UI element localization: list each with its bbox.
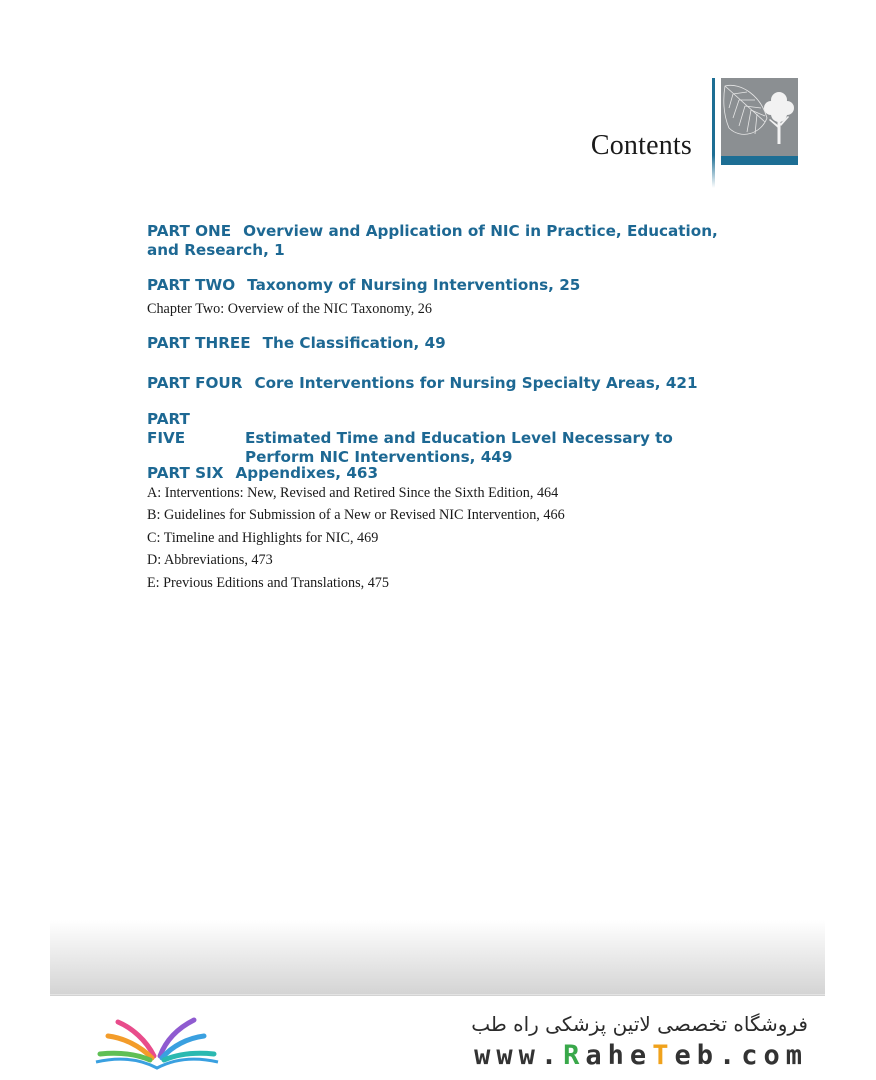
part-label: PART THREE: [147, 334, 251, 352]
site-r: R: [563, 1040, 586, 1071]
footer-divider: [50, 994, 825, 995]
toc-part-two[interactable]: [147, 276, 580, 295]
site-t: T: [652, 1040, 675, 1071]
site-mid: ahe: [585, 1040, 653, 1071]
part-label: PART FIVE: [147, 410, 190, 447]
store-name: فروشگاه تخصصی لاتین پزشکی راه طب: [471, 1012, 808, 1036]
site-prefix: www.: [474, 1040, 564, 1071]
part-title: Taxonomy of Nursing Interventions, 25: [247, 276, 581, 294]
toc-appendix-d[interactable]: D: Abbreviations, 473: [147, 552, 273, 568]
leaf-illustration: [721, 78, 798, 156]
page-title: Contents: [590, 130, 692, 161]
toc-appendix-b[interactable]: B: Guidelines for Submission of a New or Revised NIC Intervention, 466: [147, 507, 565, 523]
part-label: PART TWO: [147, 276, 236, 294]
part-title: Appendixes, 463: [235, 464, 379, 482]
header-divider: [712, 78, 715, 188]
part-label: PART FOUR: [147, 374, 243, 392]
toc-chapter-two[interactable]: Chapter Two: Overview of the NIC Taxonomy, 26: [147, 301, 432, 317]
part-title: Estimated Time and Education Level Necessary to: [245, 429, 673, 447]
toc-appendix-c[interactable]: C: Timeline and Highlights for NIC, 469: [147, 530, 379, 546]
part-title: Core Interventions for Nursing Specialty Areas, 421: [254, 374, 698, 392]
toc-part-four[interactable]: [147, 374, 698, 393]
part-label: PART SIX: [147, 464, 224, 482]
part-title: The Classification, 49: [262, 334, 446, 352]
toc-part-five[interactable]: [147, 410, 673, 467]
site-suffix: eb.com: [674, 1040, 808, 1071]
part-title: Overview and Application of NIC in Practice, Education,: [243, 222, 718, 240]
page-bottom-shadow: [50, 920, 825, 996]
website-link[interactable]: [440, 1040, 808, 1071]
toc-appendix-e[interactable]: E: Previous Editions and Translations, 475: [147, 575, 389, 591]
part-title-continued: and Research, 1: [147, 241, 285, 259]
part-label: PART ONE: [147, 222, 232, 240]
toc-appendix-a[interactable]: A: Interventions: New, Revised and Retired Since the Sixth Edition, 464: [147, 485, 559, 501]
part-title-continued: Perform NIC Interventions, 449: [245, 448, 513, 466]
toc-part-three[interactable]: [147, 334, 446, 353]
leaf-icon: [721, 78, 798, 156]
toc-part-six[interactable]: [147, 464, 378, 483]
header-accent-bar: [721, 156, 798, 165]
toc-part-one[interactable]: [147, 222, 718, 260]
open-book-logo-icon: [92, 1006, 222, 1076]
